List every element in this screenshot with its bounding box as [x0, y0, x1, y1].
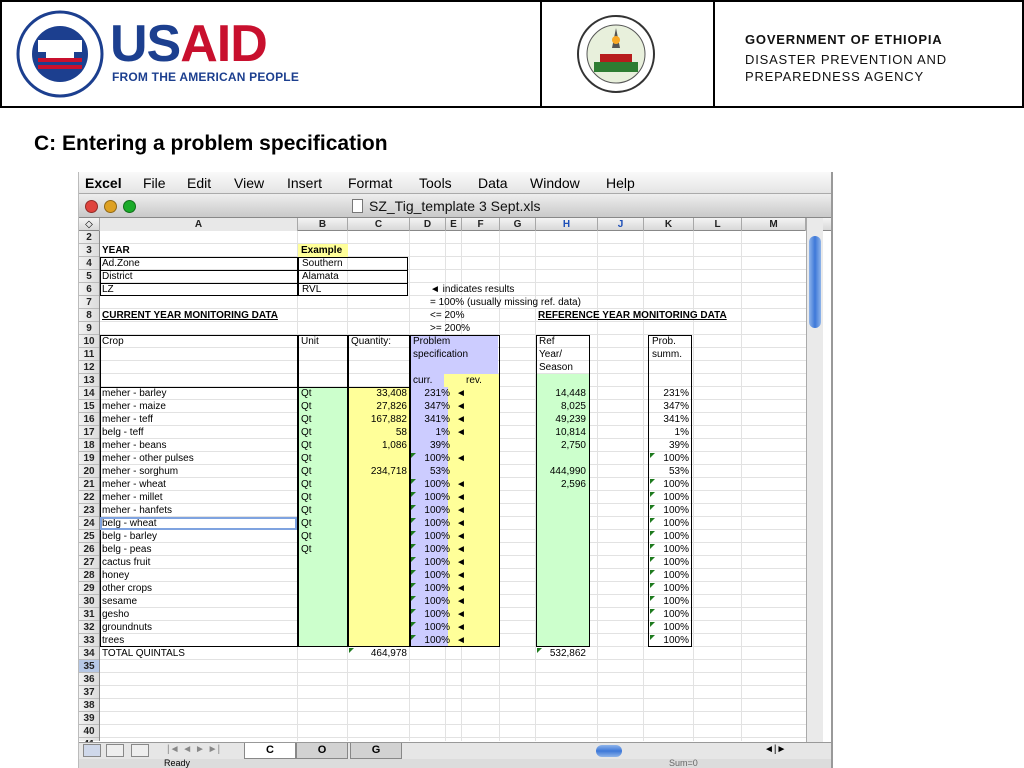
- row-header[interactable]: 17: [79, 426, 99, 439]
- crop-quantity[interactable]: 1,086: [381, 440, 407, 451]
- problem-curr-value[interactable]: 100%: [424, 635, 450, 646]
- window-titlebar: [79, 194, 831, 218]
- zoom-window-icon[interactable]: [123, 200, 136, 213]
- grid-line: [643, 231, 644, 741]
- result-arrow-icon[interactable]: ◄: [456, 388, 466, 399]
- summary-value[interactable]: 100%: [663, 609, 689, 620]
- row-header[interactable]: 24: [79, 517, 99, 530]
- row-header[interactable]: 4: [79, 257, 99, 270]
- row-header[interactable]: 6: [79, 283, 99, 296]
- crop-name[interactable]: other crops: [102, 583, 153, 594]
- problem-curr-value[interactable]: 100%: [424, 453, 450, 464]
- grid-line: [597, 231, 598, 741]
- row-header[interactable]: 36: [79, 673, 99, 686]
- crop-name[interactable]: meher - barley: [102, 388, 167, 399]
- document-icon: [352, 199, 363, 213]
- gov-subtitle-2: PREPAREDNESS AGENCY: [745, 69, 924, 84]
- col-header-h[interactable]: H: [536, 218, 598, 231]
- comment-indicator-icon: [411, 531, 416, 536]
- row-header[interactable]: 28: [79, 569, 99, 582]
- crop-quantity[interactable]: 27,826: [376, 401, 407, 412]
- menu-bar: [79, 172, 831, 194]
- summary-value[interactable]: 231%: [663, 388, 689, 399]
- menu-edit[interactable]: Edit: [187, 175, 212, 191]
- row-header[interactable]: 37: [79, 686, 99, 699]
- crop-name[interactable]: cactus fruit: [102, 557, 151, 568]
- ref-value[interactable]: 49,239: [555, 414, 586, 425]
- row-headers: [79, 231, 100, 741]
- result-arrow-icon[interactable]: ◄: [456, 414, 466, 425]
- row-header[interactable]: 35: [79, 660, 99, 673]
- row-header[interactable]: 21: [79, 478, 99, 491]
- row-header[interactable]: 26: [79, 543, 99, 556]
- crop-unit[interactable]: Qt: [301, 440, 312, 451]
- problem-curr-value[interactable]: 341%: [424, 414, 450, 425]
- comment-indicator-icon: [650, 492, 655, 497]
- comment-indicator-icon: [650, 453, 655, 458]
- crop-unit[interactable]: Qt: [301, 466, 312, 477]
- ref-header-1[interactable]: Ref: [539, 336, 555, 347]
- row-header[interactable]: 34: [79, 647, 99, 660]
- crop-name[interactable]: belg - teff: [102, 427, 144, 438]
- row-header[interactable]: 3: [79, 244, 99, 257]
- row-header[interactable]: 27: [79, 556, 99, 569]
- quantity-header[interactable]: Quantity:: [351, 336, 392, 347]
- comment-indicator-icon: [411, 557, 416, 562]
- crop-name[interactable]: meher - wheat: [102, 479, 166, 490]
- comment-indicator-icon: [411, 570, 416, 575]
- gov-subtitle-1: DISASTER PREVENTION AND: [745, 52, 947, 67]
- crop-unit[interactable]: Qt: [301, 544, 312, 555]
- problem-curr-value[interactable]: 100%: [424, 609, 450, 620]
- comment-indicator-icon: [650, 505, 655, 510]
- crop-unit[interactable]: Qt: [301, 505, 312, 516]
- col-header-b[interactable]: B: [298, 218, 348, 231]
- row-header[interactable]: 20: [79, 465, 99, 478]
- comment-indicator-icon: [650, 609, 655, 614]
- row-header[interactable]: 9: [79, 322, 99, 335]
- excel-screenshot: [78, 172, 831, 768]
- row-header[interactable]: 25: [79, 530, 99, 543]
- row-header[interactable]: 29: [79, 582, 99, 595]
- crop-name[interactable]: sesame: [102, 596, 138, 607]
- comment-indicator-icon: [411, 479, 416, 484]
- lz-label[interactable]: LZ: [102, 284, 114, 295]
- problem-curr-value[interactable]: 1%: [435, 427, 450, 438]
- background-window-edge: [831, 172, 1024, 768]
- problem-header-1[interactable]: Problem: [413, 336, 451, 347]
- ref-header-3[interactable]: Season: [539, 362, 573, 373]
- row-sep: [100, 270, 408, 283]
- usaid-tagline: FROM THE AMERICAN PEOPLE: [112, 70, 300, 84]
- result-arrow-icon[interactable]: ◄: [456, 505, 466, 516]
- page-layout-view-icon[interactable]: [106, 744, 124, 757]
- menu-tools[interactable]: Tools: [419, 175, 452, 191]
- legend-results[interactable]: ◄ indicates results: [430, 284, 515, 295]
- comment-indicator-icon: [411, 609, 416, 614]
- summary-value[interactable]: 100%: [663, 544, 689, 555]
- grid-line: [741, 231, 742, 741]
- page-break-view-icon[interactable]: [131, 744, 149, 757]
- adzone-value[interactable]: Southern: [302, 258, 343, 269]
- comment-indicator-icon: [349, 648, 354, 653]
- quantity-column-border: [348, 335, 410, 647]
- result-arrow-icon[interactable]: ◄: [456, 518, 466, 529]
- crop-quantity[interactable]: 234,718: [370, 466, 407, 477]
- spreadsheet-grid[interactable]: [100, 231, 806, 741]
- sheet-tab-c[interactable]: C: [244, 743, 296, 759]
- sum-display: Sum=0: [669, 758, 698, 768]
- location-row-line: [100, 270, 408, 271]
- summary-value[interactable]: 100%: [663, 492, 689, 503]
- summary-value[interactable]: 100%: [663, 518, 689, 529]
- crop-quantity[interactable]: 167,882: [370, 414, 407, 425]
- horizontal-scroll-arrows-icon[interactable]: ◄|►: [764, 744, 787, 755]
- row-header[interactable]: 12: [79, 361, 99, 374]
- summary-value[interactable]: 100%: [663, 622, 689, 633]
- crop-name[interactable]: meher - sorghum: [102, 466, 179, 477]
- result-arrow-icon[interactable]: ◄: [456, 544, 466, 555]
- adzone-label[interactable]: Ad.Zone: [102, 258, 140, 269]
- crop-quantity[interactable]: 33,408: [376, 388, 407, 399]
- minimize-window-icon[interactable]: [104, 200, 117, 213]
- sheet-tab-g[interactable]: G: [350, 743, 402, 759]
- normal-view-icon[interactable]: [83, 744, 101, 757]
- problem-curr-value[interactable]: 100%: [424, 583, 450, 594]
- row-header[interactable]: 23: [79, 504, 99, 517]
- crop-name[interactable]: belg - barley: [102, 531, 158, 542]
- comment-indicator-icon: [650, 518, 655, 523]
- menu-excel[interactable]: Excel: [85, 175, 122, 191]
- summary-header-1[interactable]: Prob.: [652, 336, 676, 347]
- comment-indicator-icon: [650, 544, 655, 549]
- crop-name[interactable]: meher - other pulses: [102, 453, 194, 464]
- row-header[interactable]: 8: [79, 309, 99, 322]
- curr-header[interactable]: curr.: [413, 375, 433, 386]
- menu-file[interactable]: File: [143, 175, 166, 191]
- comment-indicator-icon: [411, 453, 416, 458]
- crop-name[interactable]: groundnuts: [102, 622, 153, 633]
- row-header[interactable]: 32: [79, 621, 99, 634]
- crop-unit[interactable]: Qt: [301, 492, 312, 503]
- ref-value[interactable]: 10,814: [555, 427, 586, 438]
- status-bar: [79, 759, 831, 768]
- row-header[interactable]: 13: [79, 374, 99, 387]
- row-header[interactable]: 11: [79, 348, 99, 361]
- vertical-scrollbar[interactable]: [806, 218, 823, 742]
- crop-name[interactable]: meher - millet: [102, 492, 163, 503]
- summary-value[interactable]: 100%: [663, 479, 689, 490]
- row-header[interactable]: 7: [79, 296, 99, 309]
- result-arrow-icon[interactable]: ◄: [456, 583, 466, 594]
- selected-cell-a35[interactable]: [100, 517, 297, 530]
- location-row-line: [100, 283, 408, 284]
- row-header[interactable]: 5: [79, 270, 99, 283]
- crop-quantity[interactable]: 58: [395, 427, 407, 438]
- legend-le[interactable]: <= 20%: [430, 310, 465, 321]
- window-title: SZ_Tig_template 3 Sept.xls: [369, 198, 541, 214]
- row-header[interactable]: 30: [79, 595, 99, 608]
- summary-value[interactable]: 347%: [663, 401, 689, 412]
- problem-curr-value[interactable]: 100%: [424, 505, 450, 516]
- result-arrow-icon[interactable]: ◄: [456, 557, 466, 568]
- result-arrow-icon[interactable]: ◄: [456, 492, 466, 503]
- comment-indicator-icon: [411, 635, 416, 640]
- crop-unit[interactable]: Qt: [301, 453, 312, 464]
- comment-indicator-icon: [650, 622, 655, 627]
- summary-value[interactable]: 100%: [663, 453, 689, 464]
- sheet-tab-o[interactable]: O: [296, 743, 348, 759]
- slide-title: C: Entering a problem specification: [34, 132, 388, 155]
- crop-name[interactable]: honey: [102, 570, 130, 581]
- col-header-m[interactable]: M: [742, 218, 806, 231]
- col-header-g[interactable]: G: [500, 218, 536, 231]
- total-label[interactable]: TOTAL QUINTALS: [102, 648, 185, 659]
- total-ref[interactable]: 532,862: [549, 648, 586, 659]
- crop-unit[interactable]: Qt: [301, 518, 312, 529]
- col-header-j[interactable]: J: [598, 218, 644, 231]
- row-sep: [100, 257, 408, 270]
- summary-value[interactable]: 1%: [674, 427, 689, 438]
- crop-unit[interactable]: Qt: [301, 388, 312, 399]
- summary-header-2[interactable]: summ.: [652, 349, 682, 360]
- crop-name[interactable]: gesho: [102, 609, 130, 620]
- ref-value[interactable]: 444,990: [549, 466, 586, 477]
- summary-value[interactable]: 100%: [663, 596, 689, 607]
- row-header[interactable]: 15: [79, 400, 99, 413]
- row-header[interactable]: 22: [79, 491, 99, 504]
- lz-value[interactable]: RVL: [302, 284, 322, 295]
- ref-value[interactable]: 8,025: [560, 401, 586, 412]
- row-header[interactable]: 38: [79, 699, 99, 712]
- row-header[interactable]: 31: [79, 608, 99, 621]
- vertical-scroll-thumb[interactable]: [809, 236, 821, 328]
- result-arrow-icon[interactable]: ◄: [456, 427, 466, 438]
- problem-curr-value[interactable]: 100%: [424, 557, 450, 568]
- col-header-k[interactable]: K: [644, 218, 694, 231]
- col-header-d[interactable]: D: [410, 218, 446, 231]
- result-arrow-icon[interactable]: ◄: [456, 635, 466, 646]
- rev-header[interactable]: rev.: [466, 375, 482, 386]
- problem-curr-value[interactable]: 347%: [424, 401, 450, 412]
- result-arrow-icon[interactable]: ◄: [456, 531, 466, 542]
- problem-curr-value[interactable]: 53%: [429, 466, 450, 477]
- crop-name[interactable]: meher - hanfets: [102, 505, 173, 516]
- result-arrow-icon[interactable]: ◄: [456, 570, 466, 581]
- usaid-seal-icon: [16, 10, 104, 98]
- summary-value[interactable]: 100%: [663, 505, 689, 516]
- column-headers: [79, 218, 831, 231]
- crop-name[interactable]: meher - maize: [102, 401, 166, 412]
- result-arrow-icon[interactable]: ◄: [456, 622, 466, 633]
- ref-header-2[interactable]: Year/: [539, 349, 562, 360]
- row-header[interactable]: 10: [79, 335, 99, 348]
- ref-value[interactable]: 2,750: [560, 440, 586, 451]
- row-header[interactable]: 39: [79, 712, 99, 725]
- grid-line: [693, 231, 694, 741]
- comment-indicator-icon: [411, 492, 416, 497]
- sheet-nav-arrows-icon[interactable]: |◄ ◄ ► ►|: [167, 744, 221, 755]
- result-arrow-icon[interactable]: ◄: [456, 401, 466, 412]
- problem-curr-value[interactable]: 231%: [424, 388, 450, 399]
- status-text: Ready: [164, 758, 191, 768]
- summary-value[interactable]: 100%: [663, 570, 689, 581]
- horizontal-scroll-thumb[interactable]: [596, 745, 622, 757]
- summary-value[interactable]: 100%: [663, 583, 689, 594]
- row-header[interactable]: 14: [79, 387, 99, 400]
- col-header-e[interactable]: E: [446, 218, 462, 231]
- problem-header-2[interactable]: specification: [413, 349, 469, 360]
- select-all-corner[interactable]: ◇: [79, 218, 100, 231]
- crop-name[interactable]: belg - wheat: [102, 518, 157, 529]
- legend-equal[interactable]: = 100% (usually missing ref. data): [430, 297, 581, 308]
- slide-header: [0, 0, 1024, 108]
- summary-value[interactable]: 39%: [668, 440, 689, 451]
- legend-ge[interactable]: >= 200%: [430, 323, 471, 334]
- problem-curr-value[interactable]: 100%: [424, 531, 450, 542]
- comment-indicator-icon: [411, 622, 416, 627]
- ref-column-border: [536, 335, 590, 647]
- crop-name[interactable]: trees: [102, 635, 125, 646]
- crop-unit[interactable]: Qt: [301, 427, 312, 438]
- close-window-icon[interactable]: [85, 200, 98, 213]
- ref-value[interactable]: 2,596: [560, 479, 586, 490]
- problem-curr-value[interactable]: 100%: [424, 544, 450, 555]
- comment-indicator-icon: [650, 596, 655, 601]
- comment-indicator-icon: [650, 570, 655, 575]
- crop-name[interactable]: meher - teff: [102, 414, 153, 425]
- problem-curr-value[interactable]: 100%: [424, 622, 450, 633]
- result-arrow-icon[interactable]: ◄: [456, 609, 466, 620]
- problem-curr-value[interactable]: 100%: [424, 479, 450, 490]
- row-header[interactable]: 19: [79, 452, 99, 465]
- crop-header[interactable]: Crop: [102, 336, 124, 347]
- comment-indicator-icon: [411, 583, 416, 588]
- row-header[interactable]: 33: [79, 634, 99, 647]
- menu-data[interactable]: Data: [478, 175, 508, 191]
- row-header[interactable]: 16: [79, 413, 99, 426]
- col-header-a[interactable]: A: [100, 218, 298, 231]
- menu-help[interactable]: Help: [606, 175, 635, 191]
- total-quantity[interactable]: 464,978: [370, 648, 407, 659]
- comment-indicator-icon: [411, 596, 416, 601]
- government-panel: [715, 2, 1022, 106]
- comment-indicator-icon: [650, 583, 655, 588]
- comment-indicator-icon: [411, 505, 416, 510]
- crop-name[interactable]: belg - peas: [102, 544, 152, 555]
- result-arrow-icon[interactable]: ◄: [456, 596, 466, 607]
- usaid-logo-panel: [2, 2, 542, 106]
- problem-curr-value[interactable]: 100%: [424, 570, 450, 581]
- district-value[interactable]: Alamata: [302, 271, 339, 282]
- comment-indicator-icon: [650, 531, 655, 536]
- problem-curr-value[interactable]: 100%: [424, 492, 450, 503]
- summary-value[interactable]: 53%: [668, 466, 689, 477]
- reference-year-title[interactable]: REFERENCE YEAR MONITORING DATA: [538, 310, 727, 321]
- crop-unit[interactable]: Qt: [301, 479, 312, 490]
- crop-unit[interactable]: Qt: [301, 401, 312, 412]
- menu-view[interactable]: View: [234, 175, 265, 191]
- comment-indicator-icon: [411, 518, 416, 523]
- example-label[interactable]: Example: [301, 245, 343, 256]
- comment-indicator-icon: [650, 635, 655, 640]
- ref-value[interactable]: 14,448: [555, 388, 586, 399]
- result-arrow-icon[interactable]: ◄: [456, 479, 466, 490]
- problem-curr-value[interactable]: 39%: [429, 440, 450, 451]
- menu-window[interactable]: Window: [530, 175, 580, 191]
- summary-value[interactable]: 100%: [663, 531, 689, 542]
- summary-value[interactable]: 341%: [663, 414, 689, 425]
- comment-indicator-icon: [650, 557, 655, 562]
- year-label[interactable]: YEAR: [102, 245, 130, 256]
- summary-value[interactable]: 100%: [663, 557, 689, 568]
- row-header[interactable]: 2: [79, 231, 99, 244]
- result-arrow-icon[interactable]: ◄: [456, 453, 466, 464]
- comment-indicator-icon: [650, 479, 655, 484]
- comment-indicator-icon: [411, 544, 416, 549]
- row-header[interactable]: 18: [79, 439, 99, 452]
- problem-curr-value[interactable]: 100%: [424, 518, 450, 529]
- usaid-wordmark: USAID: [110, 15, 267, 73]
- col-header-c[interactable]: C: [348, 218, 410, 231]
- row-header[interactable]: 40: [79, 725, 99, 738]
- crop-unit[interactable]: Qt: [301, 414, 312, 425]
- current-year-title[interactable]: CURRENT YEAR MONITORING DATA: [102, 310, 278, 321]
- district-label[interactable]: District: [102, 271, 133, 282]
- col-header-l[interactable]: L: [694, 218, 742, 231]
- ethiopia-seal-icon: [576, 14, 656, 94]
- gov-title: GOVERNMENT OF ETHIOPIA: [745, 32, 943, 47]
- sheet-tab-bar: [79, 742, 831, 759]
- summary-value[interactable]: 100%: [663, 635, 689, 646]
- unit-header[interactable]: Unit: [301, 336, 319, 347]
- crop-unit[interactable]: Qt: [301, 531, 312, 542]
- problem-curr-value[interactable]: 100%: [424, 596, 450, 607]
- menu-insert[interactable]: Insert: [287, 175, 323, 191]
- col-header-f[interactable]: F: [462, 218, 500, 231]
- menu-format[interactable]: Format: [348, 175, 393, 191]
- ethiopia-seal-panel: [542, 2, 715, 106]
- crop-name[interactable]: meher - beans: [102, 440, 167, 451]
- comment-indicator-icon: [537, 648, 542, 653]
